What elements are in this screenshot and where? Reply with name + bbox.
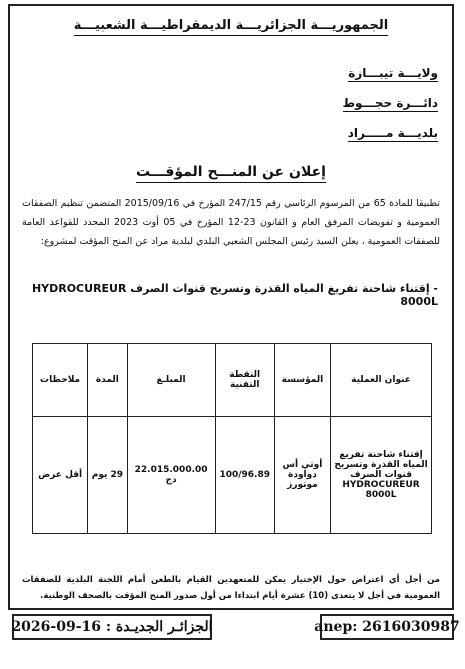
- header-company: المؤسسة: [274, 344, 330, 417]
- wilaya-label: ولايـــة تيبـــازة: [348, 66, 438, 80]
- cell-amount: 22.015.000.00 دج: [127, 417, 215, 534]
- republic-header: [10, 18, 452, 33]
- project-line: - إقتناء شاحنة تفريغ المياه القذرة وتسريح قنوات الصرف HYDROCUREUR 8000L: [31, 282, 438, 308]
- header-operation: عنوان العملية: [331, 344, 432, 417]
- daira-label: دائـــرة حجـــوط: [342, 96, 438, 110]
- cell-company: أوتي أس دواودة موتورز: [274, 417, 330, 534]
- cell-operation: إقتناء شاحنة تفريغ المياه القذرة وتسريح قنوات الصرف HYDROCUREUR 8000L: [331, 417, 432, 534]
- header-amount: المبلـغ: [127, 344, 215, 417]
- cell-duration: 29 يوم: [88, 417, 127, 534]
- award-table: [32, 343, 432, 534]
- baladiya-label: بلديـــة مـــــراد: [347, 126, 438, 140]
- appeal-note: من أجل أي اعتراض حول الإختيار يمكن للمتعهدين القيام بالطعن أمام اللجنة البلدية للصفقات العمومية في أجل لا يتعدى (10) عشرة أيام ابتداءا من أول صدور المنح المؤقت بالصحف الوطنية.: [22, 575, 440, 601]
- table-row: [33, 417, 432, 534]
- table-header-row: [33, 344, 432, 417]
- header-technical-score: النقطة التقنية: [215, 344, 274, 417]
- notice-sheet: [8, 4, 454, 610]
- cell-technical-score: 100/96.89: [215, 417, 274, 534]
- notice-intro: تطبيقا للمادة 65 من المرسوم الرئاسي رقم 247/15 المؤرخ في 2015/09/16 المتضمن تنظيم الصفقات العمومية و تفويضات المرفق العام و القانون 23-12 المؤرخ في 05 أوت 2023 المحدد للقواعد العامة للصفقات العمومية ، يعلن السيد رئيس المجلس الشعبي البلدي لبلدية مراد عن المنح المؤقت لمشروع:: [22, 198, 440, 247]
- header-duration: المدة: [88, 344, 127, 417]
- republic-title: الجمهوريـــة الجزائريـــة الديمقراطيـــة الشعبيـــة: [74, 18, 388, 36]
- notice-title: إعلان عن المنـــح المؤقـــت: [136, 164, 326, 183]
- anep-reference-box: anep: 2616030987: [320, 614, 454, 640]
- header-remarks: ملاحظات: [33, 344, 88, 417]
- cell-remarks: أقل عرض: [33, 417, 88, 534]
- publication-bar: [8, 614, 460, 640]
- notice-title-wrap: [10, 164, 452, 180]
- newspaper-date-box: الجزائـر الجديـدة : 16-09-2026: [12, 614, 212, 640]
